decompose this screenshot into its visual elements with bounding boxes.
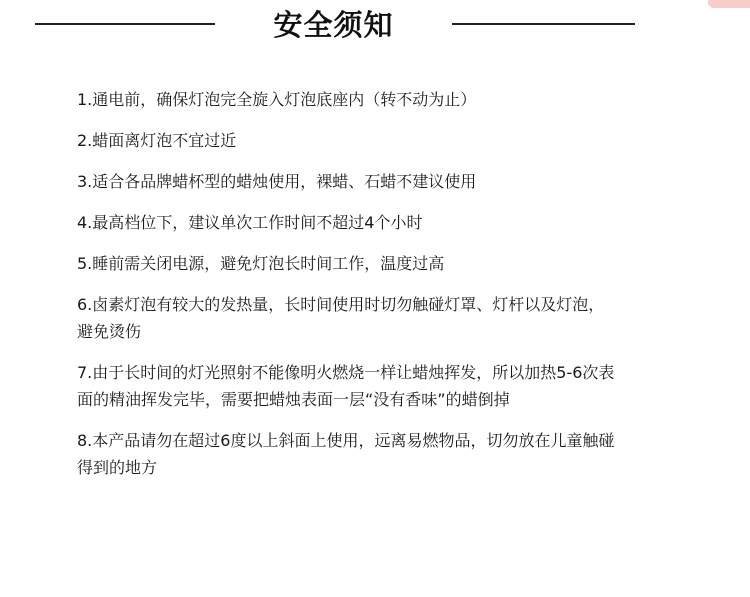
page-title: 安全须知	[273, 8, 394, 42]
title-divider-left	[35, 23, 215, 25]
safety-notice-item-5: 5.睡前需关闭电源，避免灯泡长时间工作，温度过高	[77, 254, 445, 273]
safety-notice-item-1: 1.通电前，确保灯泡完全旋入灯泡底座内（转不动为止）	[77, 90, 477, 109]
safety-notice-item-8: 8.本产品请勿在超过6度以上斜面上使用，远离易燃物品，切勿放在儿童触碰得到的地方	[77, 431, 615, 477]
safety-notice-item-2: 2.蜡面离灯泡不宜过近	[77, 131, 237, 150]
safety-notice-item-3: 3.适合各品牌蜡杯型的蜡烛使用，裸蜡、石蜡不建议使用	[77, 172, 477, 191]
title-divider-right	[452, 23, 635, 25]
safety-notice-item-7: 7.由于长时间的灯光照射不能像明火燃烧一样让蜡烛挥发，所以加热5-6次表面的精油挥发完毕，需要把蜡烛表面一层“没有香味”的蜡倒掉	[77, 363, 615, 409]
safety-notice-item-4: 4.最高档位下，建议单次工作时间不超过4个小时	[77, 213, 423, 232]
safety-notice-list	[77, 86, 617, 495]
safety-notice-item-6: 6.卤素灯泡有较大的发热量，长时间使用时切勿触碰灯罩、灯杆以及灯泡，避免烫伤	[77, 295, 605, 341]
page-header	[0, 0, 750, 48]
